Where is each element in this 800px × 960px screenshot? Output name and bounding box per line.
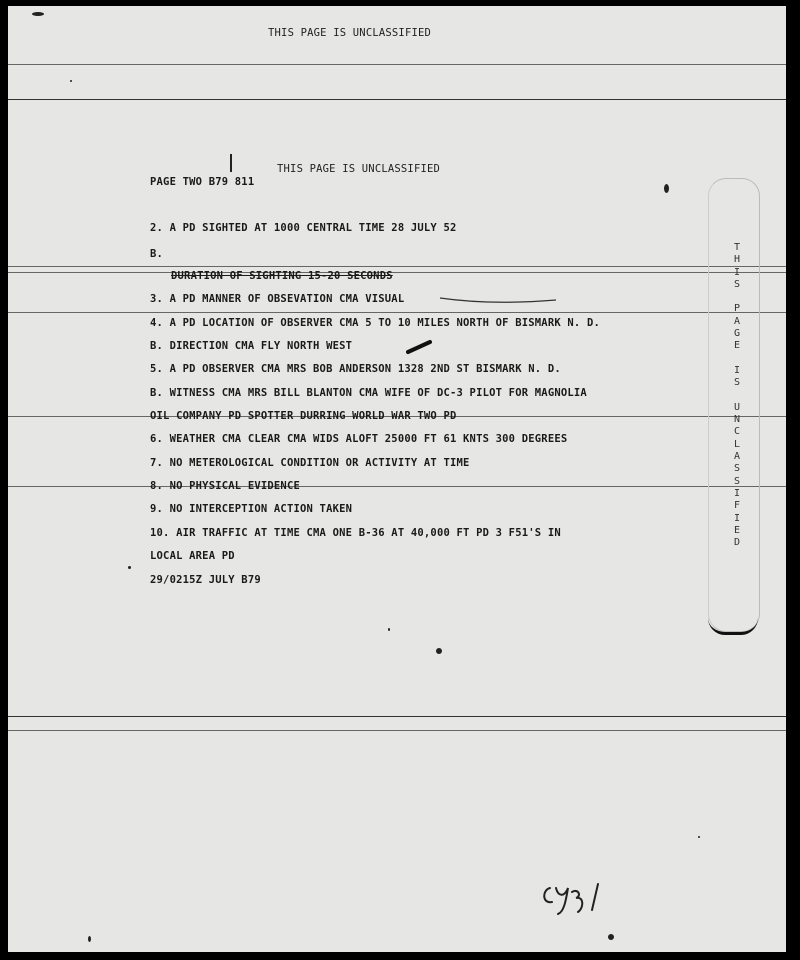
scan-line [8,266,786,267]
vertical-classification-stamp: T H I S P A G E I S U N C L A S S I F I E D [733,242,741,549]
report-line: 2. A PD SIGHTED AT 1000 CENTRAL TIME 28 JULY 52 [150,222,457,234]
report-line: DURATION OF SIGHTING 15-20 SECONDS [171,270,393,282]
report-line: B. WITNESS CMA MRS BILL BLANTON CMA WIFE OF DC-3 PILOT FOR MAGNOLIA [150,387,587,399]
report-line: 4. A PD LOCATION OF OBSERVER CMA 5 TO 10 MILES NORTH OF BISMARK N. D. [150,317,600,329]
margin-bracket-hook [708,618,758,635]
report-line: 7. NO METEROLOGICAL CONDITION OR ACTIVITY AT TIME [150,457,470,469]
document-page [8,6,786,952]
scan-line [8,312,786,313]
scan-line [8,99,786,100]
scan-speck [230,154,232,172]
scan-line [8,716,786,717]
scan-speck [388,628,390,631]
report-line: B. DIRECTION CMA FLY NORTH WEST [150,340,353,352]
scan-speck [32,12,44,16]
scan-line [8,486,786,487]
report-line: 3. A PD MANNER OF OBSEVATION CMA VISUAL [150,293,405,305]
report-line: 5. A PD OBSERVER CMA MRS BOB ANDERSON 1328 2ND ST BISMARK N. D. [150,363,561,375]
handwritten-initials [538,878,628,918]
pen-stroke [438,292,558,308]
scan-line [8,64,786,65]
scan-speck [608,934,614,940]
scan-line [8,730,786,731]
scan-speck [128,566,131,569]
scan-speck [88,936,91,942]
scan-line [8,272,786,273]
inner-classification-banner: THIS PAGE IS UNCLASSIFIED [277,163,441,175]
report-line: 29/0215Z JULY B79 [150,574,261,586]
report-line: 8. NO PHYSICAL EVIDENCE [150,480,300,492]
scan-speck [436,648,442,654]
report-line: 6. WEATHER CMA CLEAR CMA WIDS ALOFT 25000 FT 61 KNTS 300 DEGREES [150,433,568,445]
scan-speck [698,836,700,838]
report-line: LOCAL AREA PD [150,550,235,562]
top-classification-banner: THIS PAGE IS UNCLASSIFIED [268,27,432,39]
scan-speck [70,80,72,82]
page-header: PAGE TWO B79 811 [150,176,255,188]
report-line: OIL COMPANY PD SPOTTER DURRING WORLD WAR TWO PD [150,410,457,422]
report-line: B. [150,248,164,260]
ink-tick-mark [406,338,432,356]
scan-speck [664,184,669,193]
report-line: 10. AIR TRAFFIC AT TIME CMA ONE B-36 AT 40,000 FT PD 3 F51'S IN [150,527,561,539]
report-line: 9. NO INTERCEPTION ACTION TAKEN [150,503,353,515]
